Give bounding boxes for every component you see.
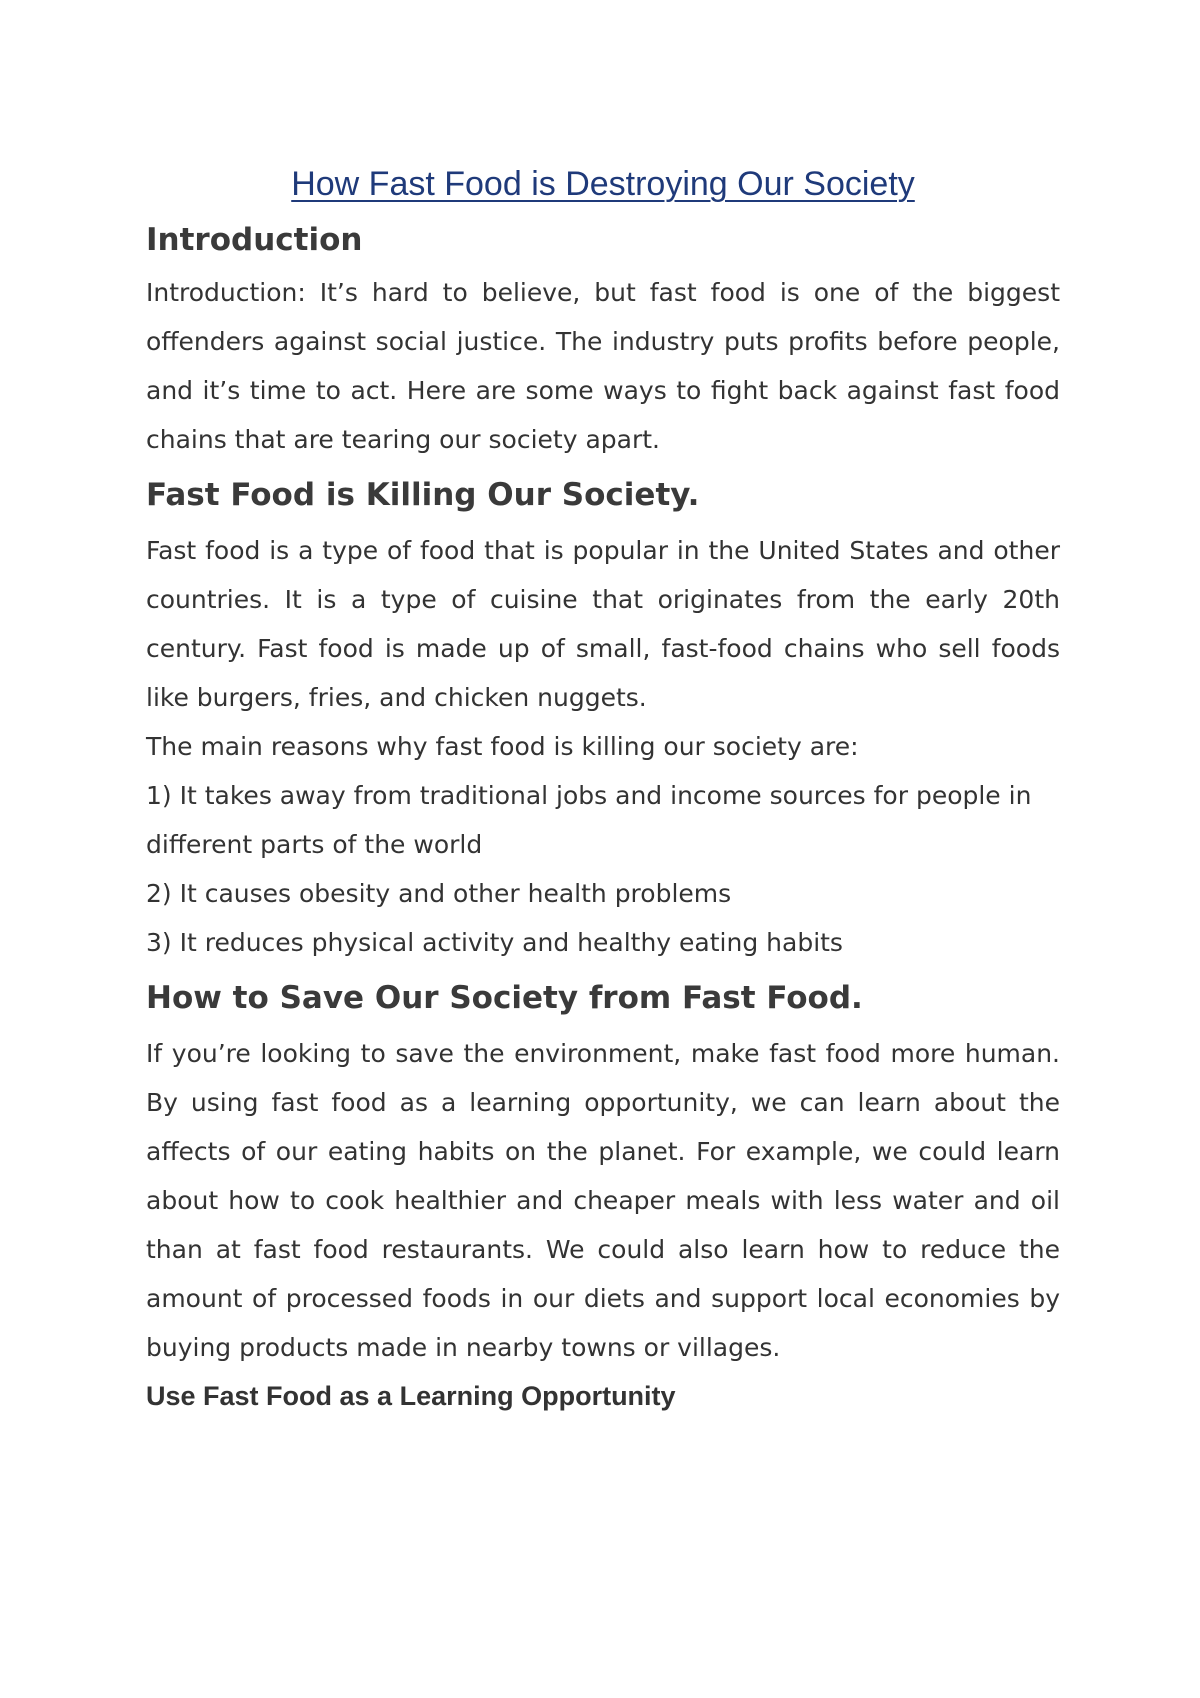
reason-item-2: 2) It causes obesity and other health problems (146, 879, 732, 908)
document-title: How Fast Food is Destroying Our Society (291, 165, 915, 203)
introduction-paragraph: Introduction: It’s hard to believe, but fast food is one of the biggest offenders against social justice. The industry puts profits before people, and it’s time to act. Here are some ways to fight back against fast food chains that are tearing our society apart. (146, 278, 1060, 454)
reason-item-3: 3) It reduces physical activity and healthy eating habits (146, 928, 843, 957)
section-heading-save-society: How to Save Our Society from Fast Food. (146, 980, 863, 1016)
reason-item-1: 1) It takes away from traditional jobs and income sources for people in different parts of the world (146, 781, 1032, 859)
section-heading-killing-society: Fast Food is Killing Our Society. (146, 477, 700, 513)
document-body (146, 160, 1060, 1421)
reasons-intro-text: The main reasons why fast food is killing our society are: (146, 732, 859, 761)
killing-society-paragraph: Fast food is a type of food that is popular in the United States and other countries. It is a type of cuisine that originates from the early 20th century. Fast food is made up of small, fast-food chains who sell foods like burgers, fries, and chicken nuggets. (146, 536, 1060, 712)
save-society-paragraph: If you’re looking to save the environment, make fast food more human. By using fast food as a learning opportunity, we can learn about the affects of our eating habits on the planet. For example, we could learn about how to cook healthier and cheaper meals with less water and oil than at fast food restaurants. We could also learn how to reduce the amount of processed foods in our diets and support local economies by buying products made in nearby towns or villages. (146, 1039, 1060, 1362)
subheading-learning-opportunity: Use Fast Food as a Learning Opportunity (146, 1381, 676, 1411)
section-heading-introduction: Introduction (146, 222, 363, 258)
